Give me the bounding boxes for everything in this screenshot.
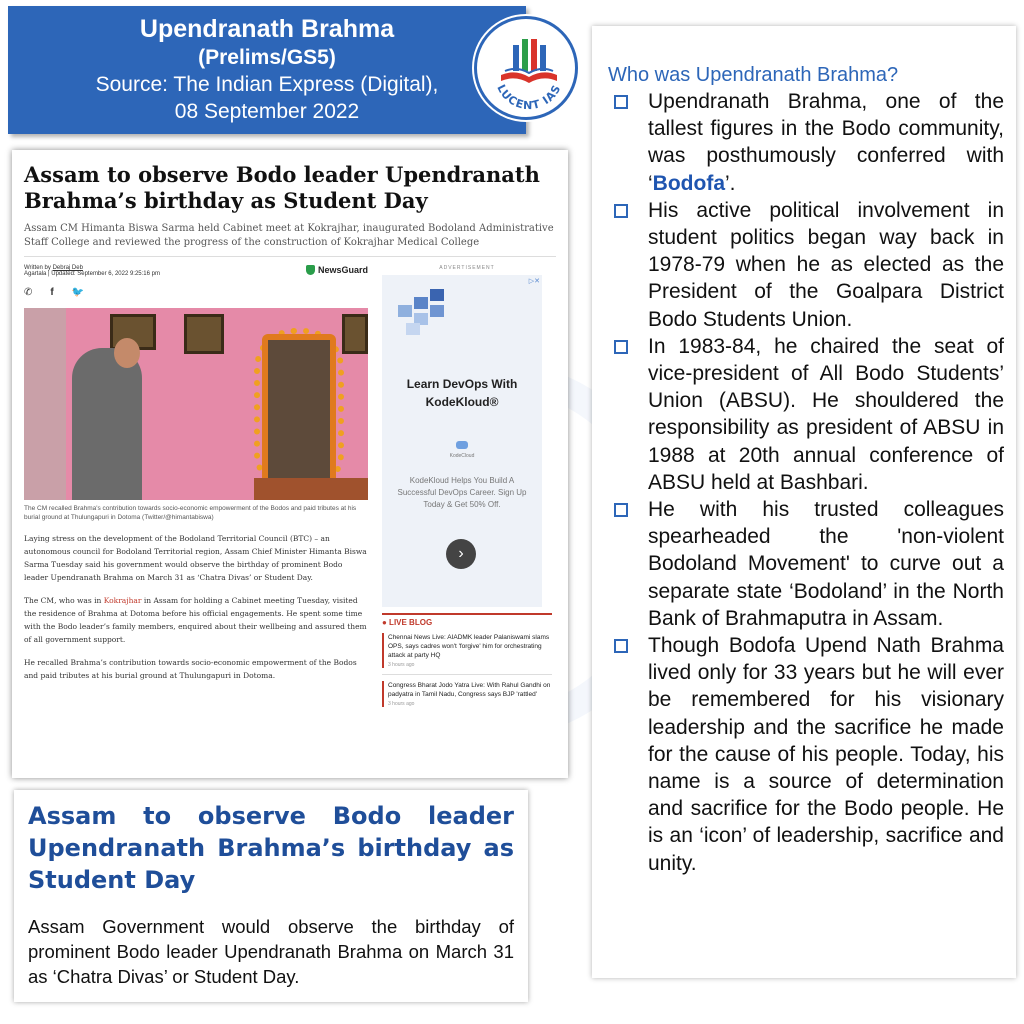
bodofa-highlight: Bodofa bbox=[652, 171, 725, 195]
live-blog-item[interactable] bbox=[382, 633, 552, 668]
checkbox-square-icon bbox=[614, 95, 628, 109]
bullet-text: Upendranath Brahma, one of the tallest figures in the Bodo community, was posthumously conferred with ‘ bbox=[648, 90, 1004, 195]
ad-next-button[interactable]: › bbox=[446, 539, 476, 569]
bullet-item bbox=[608, 88, 1004, 197]
summary-body: Assam Government would observe the birthday of prominent Bodo leader Upendranath Brahma on March 31 as ‘Chatra Divas’ or Student Day. bbox=[28, 916, 514, 987]
bullet-item bbox=[608, 197, 1004, 333]
author-link[interactable]: Debraj Deb bbox=[52, 265, 83, 271]
article-paragraph-3: He recalled Brahma’s contribution towards socio-economic empowerment of the Bodos and paid tributes at his burial ground at Thulungapuri in Dotoma. bbox=[24, 658, 357, 680]
summary-box bbox=[14, 790, 528, 1002]
dateline: Agartala | Updated: September 6, 2022 9:25:16 pm bbox=[24, 271, 160, 277]
ad-body: KodeKloud Helps You Build A Successful DevOps Career. Sign Up Today & Get 50% Off. bbox=[397, 476, 527, 509]
book-with-pens-logo-icon bbox=[477, 19, 581, 123]
para2-text-post: in Assam for holding a Cabinet meeting Tuesday, visited the residence of Brahma at Dotoma before his official engagements. He spent some time with the Bodo leader’s family members, enquired about their wellbeing and assured them of all government support. bbox=[24, 596, 367, 644]
live-blog bbox=[382, 613, 552, 707]
profile-heading: Who was Upendranath Brahma? bbox=[608, 64, 899, 86]
checkbox-square-icon bbox=[614, 503, 628, 517]
live-blog-item-text: Congress Bharat Jodo Yatra Live: With Rahul Gandhi on padyatra in Tamil Nadu, Congress says BJP 'rattled' bbox=[388, 682, 551, 698]
live-blog-item-text: Chennai News Live: AIADMK leader Palaniswami slams OPS, says cadres won't 'forgive' him for orchestrating attack at party HQ bbox=[388, 634, 550, 659]
newsguard-badge[interactable] bbox=[306, 265, 368, 275]
checkbox-square-icon bbox=[614, 639, 628, 653]
live-blog-item-time: 3 hours ago bbox=[388, 701, 415, 707]
twitter-icon[interactable]: 🐦 bbox=[71, 287, 85, 298]
advertisement[interactable] bbox=[382, 275, 542, 607]
svg-text:LUCENT IAS bbox=[494, 82, 563, 112]
sidebar-column bbox=[382, 265, 552, 707]
byline-prefix: Written by bbox=[24, 265, 51, 271]
live-blog-item[interactable] bbox=[382, 681, 552, 707]
ad-label: ADVERTISEMENT bbox=[439, 265, 495, 271]
byline bbox=[24, 265, 160, 277]
ad-headline: Learn DevOps With KodeKloud® bbox=[406, 377, 518, 409]
live-blog-item-time: 3 hours ago bbox=[388, 662, 415, 668]
kokrajhar-link[interactable]: Kokrajhar bbox=[103, 596, 142, 605]
bullet-text: He with his trusted colleagues spearheaded the 'non-violent Bodoland Movement' to curve out a separate state ‘Bodoland’ in the North Bank of Brahmaputra in Assam. bbox=[648, 498, 1004, 630]
bullet-text-end: ’. bbox=[725, 171, 736, 195]
kodekloud-logo-icon bbox=[456, 441, 468, 449]
checkbox-square-icon bbox=[614, 204, 628, 218]
bullet-item bbox=[608, 496, 1004, 632]
article-column bbox=[24, 265, 368, 707]
header-banner bbox=[8, 6, 526, 134]
live-blog-label: ● LIVE BLOG bbox=[382, 618, 433, 627]
logo-text: LUCENT IAS bbox=[494, 82, 564, 113]
ad-close-icon[interactable]: ▷✕ bbox=[528, 278, 540, 285]
clipping-deck: Assam CM Himanta Biswa Sarma held Cabinet meet at Kokrajhar, inaugurated Bodoland Administrative Staff College and reviewed the progress of the construction of Kokrajhar Medical College bbox=[24, 222, 556, 257]
header-title: Upendranath Brahma bbox=[139, 15, 395, 43]
newsguard-label: NewsGuard bbox=[317, 265, 368, 275]
header-date: 08 September 2022 bbox=[174, 100, 360, 123]
newspaper-clipping bbox=[12, 150, 568, 778]
lucent-ias-logo bbox=[474, 16, 578, 120]
photo-caption: The CM recalled Brahma's contribution towards socio-economic empowerment of the Bodos and paid tributes at his burial ground at Thulungapuri in Dotoma (Twitter/@himantabiswa) bbox=[24, 505, 357, 521]
profile-bullet-list bbox=[608, 88, 1004, 877]
clipping-headline: Assam to observe Bodo leader Upendranath Brahma’s birthday as Student Day bbox=[24, 162, 540, 213]
shield-icon bbox=[306, 265, 315, 275]
summary-heading: Assam to observe Bodo leader Upendranath Brahma’s birthday as Student Day bbox=[28, 802, 514, 894]
article-paragraph-2 bbox=[24, 594, 368, 646]
article-paragraph-1: Laying stress on the development of the Bodoland Territorial Council (BTC) – an autonomous council for Bodoland Territorial region, Assam Chief Minister Himanta Biswa Sarma Tuesday said his government would observe the birthday of prominent Bodo leader Upendranath Brahma on March 31 as ‘Chatra Divas’ or Student Day. bbox=[24, 534, 367, 582]
bullet-item bbox=[608, 632, 1004, 877]
whatsapp-icon[interactable]: ✆ bbox=[24, 287, 33, 298]
bullet-text: Though Bodofa Upend Nath Brahma lived only for 33 years but he will ever be remembered for his visionary leadership and the sacrifice he made for the cause of his people. Today, his name is a source of determination and sacrifice for the Bodo people. He is an ‘icon’ of leadership, sacrifice and unity. bbox=[648, 634, 1004, 875]
facebook-icon[interactable]: f bbox=[50, 287, 54, 298]
article-photo bbox=[24, 308, 368, 500]
para2-text-pre: The CM, who was in bbox=[24, 596, 104, 605]
profile-panel bbox=[592, 26, 1016, 978]
header-source: Source: The Indian Express (Digital), bbox=[95, 73, 439, 96]
bullet-item bbox=[608, 333, 1004, 496]
social-share-row bbox=[24, 287, 368, 298]
checkbox-square-icon bbox=[614, 340, 628, 354]
bullet-text: In 1983-84, he chaired the seat of vice-president of All Bodo Students’ Union (ABSU). He shouldered the responsibility as president of ABSU in 1988 at 20th annual conference of ABSU held at Bashbari. bbox=[648, 334, 1004, 494]
cube-graphic-icon bbox=[396, 283, 456, 339]
ad-brand: KodeCloud bbox=[449, 453, 475, 459]
header-subtitle: (Prelims/GS5) bbox=[198, 46, 336, 69]
bullet-text: His active political involvement in student politics began way back in 1978-79 when he as elected as the President of the Goalpara District Bodo Students Union. bbox=[648, 198, 1004, 331]
